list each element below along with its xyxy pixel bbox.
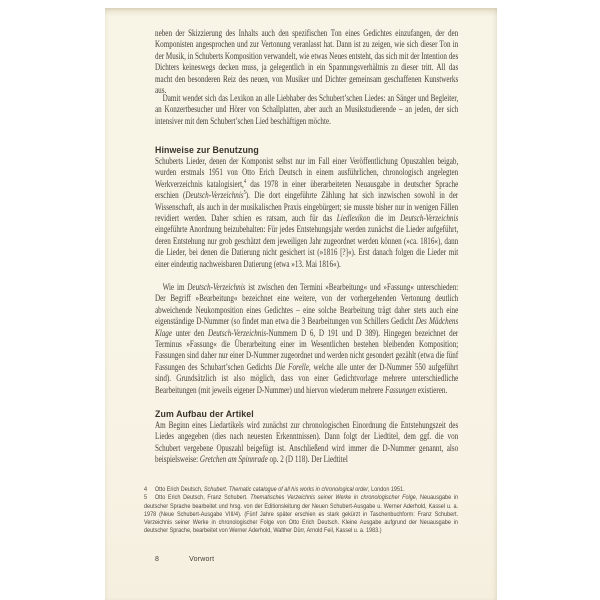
body-paragraph-2: Damit wendet sich das Lexikon an alle Liebhaber des Schubert’schen Liedes: an Sänger und Begleiter, an Konzertbesucher und Hörer von Schallplatten, aber auch an Musikstudierende – an jeden, der sich intensiver mit dem Schubert’schen Lied beschäftigen möchte.	[155, 94, 459, 127]
footnote-4	[144, 486, 405, 493]
section-heading-structure: Zum Aufbau der Artikel	[155, 409, 254, 419]
footnote-5-text: Otto Erich Deutsch, Franz Schubert. Thematisches Verzeichnis seiner Werke in chronologischer Folge, Neuausgabe in deutscher Sprache bearbeitet und hrsg. von der Editionsleitung der Neuen Schubert-Ausgabe u. Werner Aderhold, Kassel u. a. 1978 (Neue Schubert-Ausgabe VIII/4). (Fünf Jahre später erschien es stark gekürzt in Taschenbuchform: Franz Schubert. Verzeichnis seiner Werke in chronologischer Folge von Otto Erich Deutsch. Kleine Ausgabe aufgrund der Neuausgabe in deutscher Sprache, bearbeitet von Werner Aderhold, Walther Dürr, Arnold Feil, Kassel u. a. 1983.)	[144, 494, 459, 535]
body-paragraph-4: Wie im Deutsch-Verzeichnis ist zwischen den Termini »Bearbeitung« und »Fassung« unterschieden: Der Begriff »Bearbeitung« bezeichnet eine weitere, von der vorhergehenden Vertonung deutlich abweichende Neukomposition eines Gedichtes – eine solche Bearbeitung trägt daher stets auch eine eigenständige D-Nummer (so findet man etwa die 3 Bearbeitungen von Schillers Gedicht Des Mädchens Klage unter den Deutsch-Verzeichnis-Nummern D 6, D 191 und D 389). Hingegen bezeichnet der Terminus »Fassung« die Überarbeitung einer im Wesentlichen bestehen bleibenden Komposition; Fassungen sind daher nur einer D-Nummer zugeordnet und werden nicht gesondert gezählt (etwa die fünf Fassungen des Schubart’schen Gedichts Die Forelle, welche alle unter der D-Nummer 550 aufgeführt sind). Grundsätzlich ist also möglich, dass von einer Gedichtvorlage mehrere unterschiedliche Bearbeitungen (mit jeweils eigener D-Nummer) und hiervon wiederum mehrere Fassungen existieren.	[155, 283, 459, 396]
body-paragraph-3: Schuberts Lieder, denen der Komponist selbst nur im Fall einer Veröffentlichung Opuszahlen beigab, wurden erstmals 1951 von Otto Erich Deutsch in einem ausführlichen, chronologisch angelegten Werkverzeichnis katalogisiert,$^4$ das 1978 in einer überarbeiteten Neuausgabe in deutscher Sprache erschien (Deutsch-Verzeichnis$^5$). Die dort eingeführte Zählung hat sich inzwischen sowohl in der Wissenschaft, als auch in der musikalischen Praxis eingebürgert; sie musste bisher nur in wenigen Fällen revidiert werden. Daher schien es ratsam, auch für das Liedlexikon die im Deutsch-Verzeichnis eingeführte Anordnung beizubehalten: Für jedes Entstehungsjahr werden zunächst die Lieder aufgeführt, deren Entstehung nur grob geschätzt dem jeweiligen Jahr zugeordnet werden können (»ca. 1816«), dann die Lieder, bei denen die Datierung nicht gesichert ist (»1816 [?]«). Erst danach folgen die Lieder mit einer eindeutig nachweisbaren Datierung (etwa »13. Mai 1816«).	[155, 157, 459, 270]
footnote-5	[144, 494, 458, 534]
page-footer	[155, 556, 458, 563]
body-paragraph-5: Am Beginn eines Liedartikels wird zunächst zur chronologischen Einordnung die Entstehungszeit des Liedes angegeben (dies nach neuesten Erkenntnissen). Dann folgt der Liedtitel, dem ggf. die von Schubert vergebene Opuszahl beigefügt ist. Anschließend wird immer die D-Nummer genannt, also beispielsweise: Gretchen am Spinnrade op. 2 (D 118). Der Liedtitel	[155, 421, 459, 466]
book-page	[105, 8, 497, 600]
page-number: 8	[155, 556, 160, 563]
footnote-5-number: 5	[144, 494, 148, 502]
footnote-4-number: 4	[144, 486, 148, 493]
footnotes-block	[144, 486, 458, 546]
body-paragraph-1: neben der Skizzierung des Inhalts auch den spezifischen Ton eines Gedichtes einzufangen, der den Komponisten angesprochen und zur Vertonung veranlasst hat. Dann ist zu zeigen, wie sich dieser Ton in der Musik, in Schuberts Komposition verwandelt, wie etwas Neues entsteht, das sich mit der Intention des Dichters keineswegs decken muss, ja gelegentlich in ein Spannungsverhältnis zu dieser tritt. All das macht den besonderen Reiz des neuen, von Musiker und Dichter gemeinsam geschaffenen Kunstwerks aus.	[155, 29, 459, 97]
footer-section-label: Vorwort	[189, 556, 215, 563]
section-heading-usage: Hinweise zur Benutzung	[155, 145, 259, 155]
footnote-4-text: Otto Erich Deutsch, Schubert. Thematic catalogue of all his works in chronological order, London 1951.	[154, 486, 405, 493]
